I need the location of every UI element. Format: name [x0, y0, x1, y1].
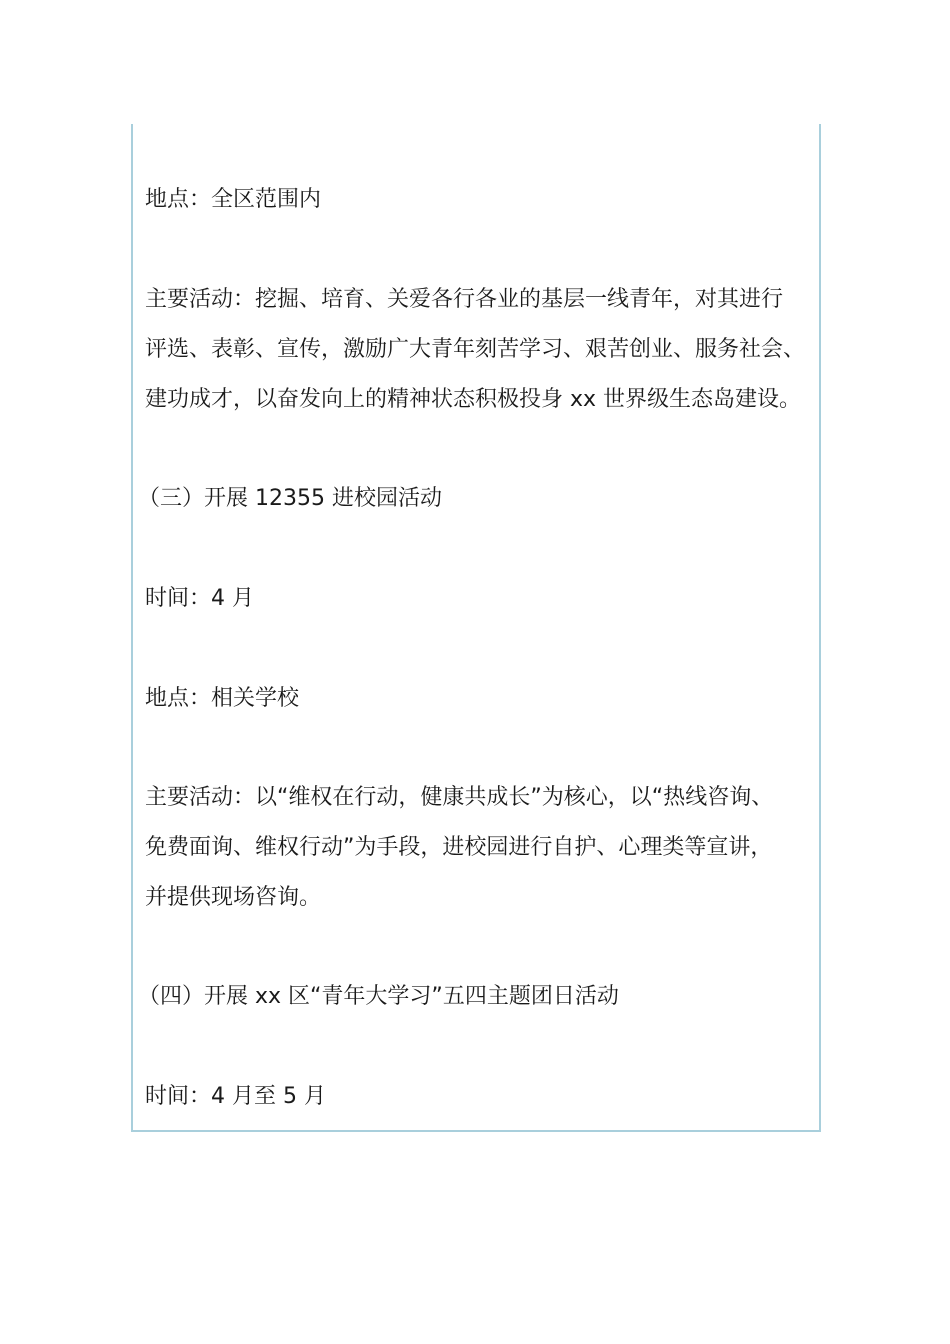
section-heading-4: （四）开展 xx 区“青年大学习”五四主题团日活动	[138, 984, 619, 1009]
time-line-2: 时间：4 月至 5 月	[145, 1084, 326, 1109]
main-activity-line-3: 建功成才，以奋发向上的精神状态积极投身 xx 世界级生态岛建设。	[145, 387, 802, 412]
time-line: 时间：4 月	[145, 586, 254, 611]
page-frame	[131, 124, 821, 1132]
main-activity-line-2: 评选、表彰、宣传，激励广大青年刻苦学习、艰苦创业、服务社会、	[145, 337, 806, 362]
main-activity-2-line-3: 并提供现场咨询。	[145, 885, 322, 910]
section-heading-3: （三）开展 12355 进校园活动	[138, 486, 442, 511]
main-activity-2-line-1: 主要活动：以“维权在行动，健康共成长”为核心，以“热线咨询、	[145, 785, 774, 810]
main-activity-2-line-2: 免费面询、维权行动”为手段，进校园进行自护、心理类等宣讲，	[145, 835, 773, 860]
location-line: 地点：全区范围内	[145, 187, 322, 212]
location-line-2: 地点：相关学校	[145, 686, 300, 711]
main-activity-line-1: 主要活动：挖掘、培育、关爱各行各业的基层一线青年，对其进行	[145, 287, 784, 312]
